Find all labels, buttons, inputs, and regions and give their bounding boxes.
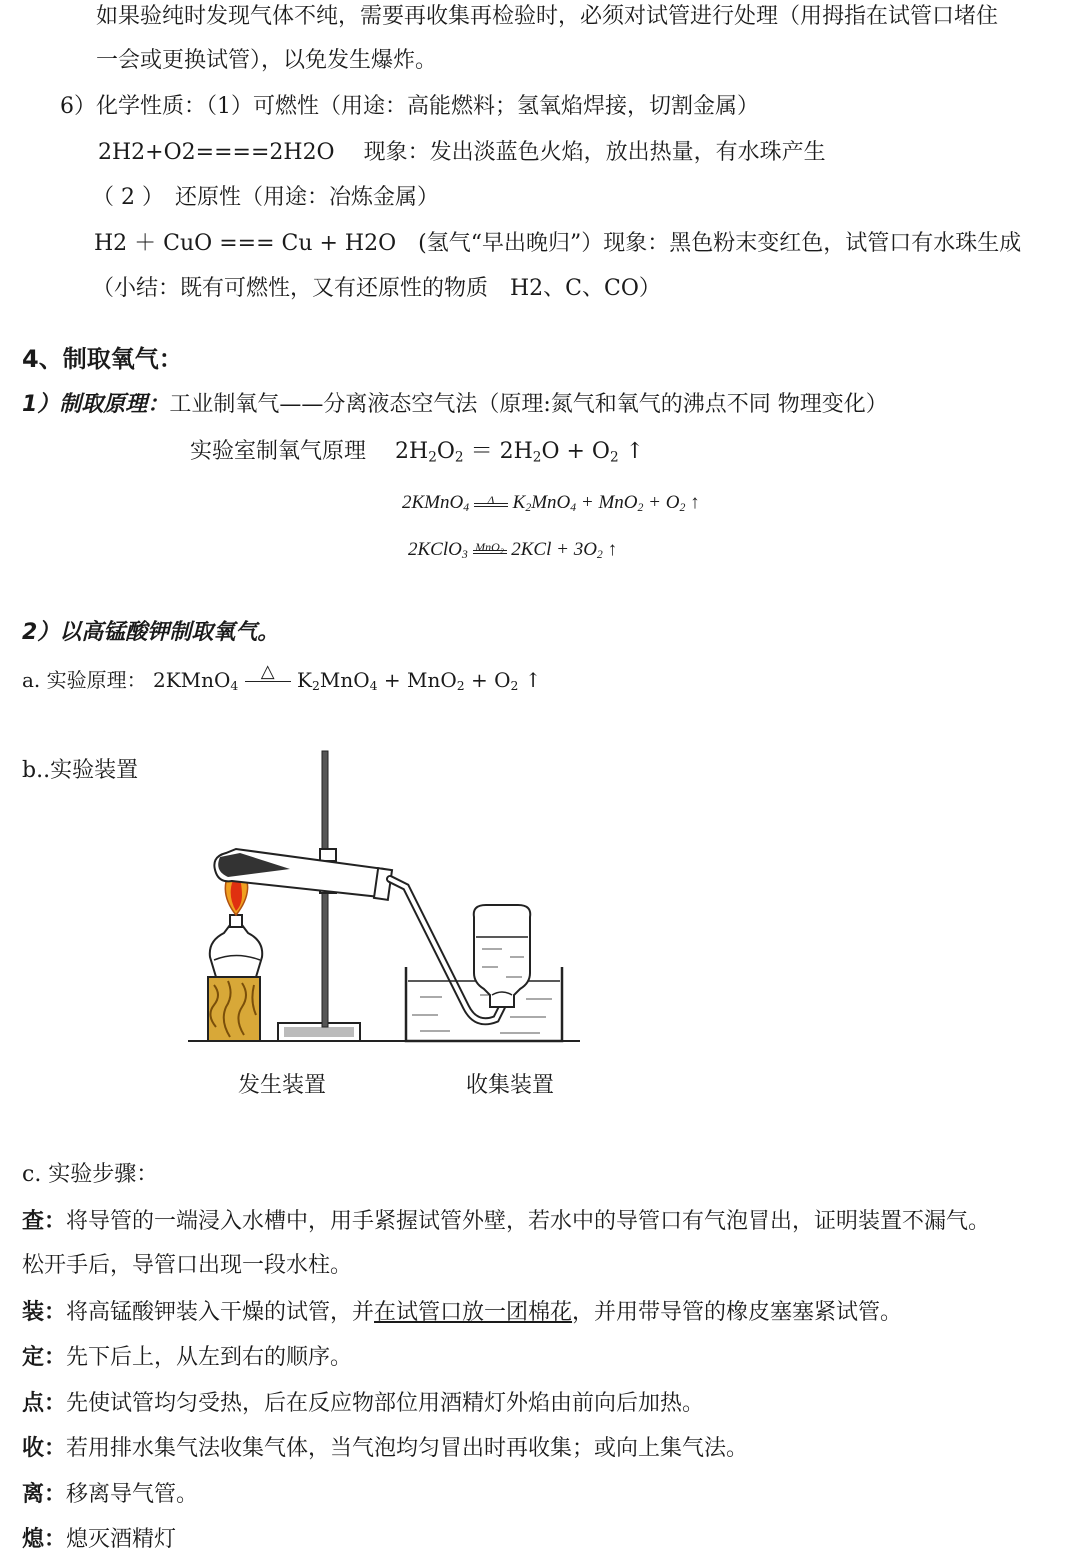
text-line: 一会或更换试管），以免发生爆炸。 (96, 48, 438, 73)
text-line: 2H2+O2====2H2O 现象：发出淡蓝色火焰，放出热量，有水珠产生 (98, 140, 826, 165)
step-extinguish: 熄：熄灭酒精灯 (22, 1526, 177, 1552)
text-line: 如果验纯时发现气体不纯，需要再收集再检验时，必须对试管进行处理（用拇指在试管口堵住 (96, 4, 999, 29)
equation: $2H_2O_2 = 2H_2O + O_2$ ↑ (395, 439, 645, 466)
text-line: （ 2 ） 还原性（用途：冶炼金属） (92, 185, 439, 210)
text-span: 工业制氧气——分离液态空气法（原理:氮气和氧气的沸点不同 物理变化） (169, 392, 888, 417)
equation-line: a. 实验原理： 2KMnO$_4$ △ $K_2MnO_4 + MnO_2 + O_2$ ↑ (22, 661, 542, 694)
step-heat: 点：先使试管均匀受热，后在反应物部位用酒精灯外焰由前向后加热。 (22, 1390, 705, 1416)
apparatus-diagram (180, 745, 600, 1050)
step-fix: 定：先下后上，从左到右的顺序。 (22, 1344, 353, 1370)
equation: 2KMnO$_4$ Δ $K_2MnO_4 + MnO_2 + O_2$ ↑ (402, 492, 700, 514)
step-remove: 离：移离导气管。 (22, 1481, 199, 1507)
text-line: 6）化学性质：（1）可燃性（用途：高能燃料；氢氧焰焊接，切割金属） (60, 94, 759, 119)
text-span: 实验室制氧气原理 (190, 439, 367, 464)
sub-heading: 1）制取原理： (22, 392, 170, 417)
text-line: c. 实验步骤： (22, 1162, 159, 1187)
text-line: H2 ＋ CuO === Cu + H2O (氢气“早出晚归”）现象：黑色粉末变红色，试管口有水珠生成 (94, 231, 1022, 256)
caption-collector: 收集装置 (466, 1073, 555, 1098)
text-line: b..实验装置 (22, 758, 139, 783)
step-check: 查：将导管的一端浸入水槽中，用手紧握试管外壁，若水中的导管口有气泡冒出，证明装置不漏气。 (22, 1208, 991, 1234)
equation-line (190, 437, 644, 467)
step-collect: 收：若用排水集气法收集气体，当气泡均匀冒出时再收集；或向上集气法。 (22, 1435, 749, 1461)
text-line: （小结：既有可燃性，又有还原性的物质 H2、C、CO） (92, 276, 661, 301)
step-load: 装：将高锰酸钾装入干燥的试管，并在试管口放一团棉花，并用带导管的橡皮塞塞紧试管。 (22, 1299, 903, 1325)
equation: 2KClO$_3$ MnO₂ $2KCl + 3O_2$ ↑ (408, 539, 618, 561)
text-line (22, 390, 888, 420)
alcohol-lamp (210, 925, 262, 977)
caption-generator: 发生装置 (238, 1073, 327, 1098)
step-check-cont: 松开手后，导管口出现一段水柱。 (22, 1253, 353, 1278)
section-heading: 4、制取氧气： (22, 345, 183, 373)
sub-heading: 2）以高锰酸钾制取氧气。 (22, 620, 280, 645)
